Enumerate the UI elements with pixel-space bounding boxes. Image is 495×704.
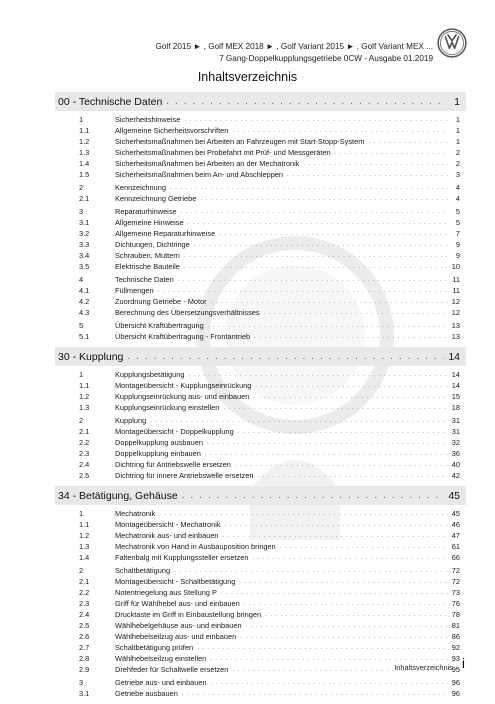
entry-page: 72: [451, 566, 460, 575]
entry-page: 78: [451, 610, 460, 619]
leader-dots: [127, 351, 444, 362]
header-models: Golf 2015 ► , Golf MEX 2018 ► , Golf Variant 2015 ► , Golf Variant MEX ...: [155, 42, 433, 51]
entry-page: 11: [452, 286, 460, 295]
toc-section[interactable]: [55, 486, 466, 505]
entry-title: Montageübersicht - Kupplungseinrückung: [115, 381, 252, 390]
entry-number: 4: [79, 275, 84, 284]
toc-entry[interactable]: [55, 677, 466, 688]
toc-entry[interactable]: [55, 158, 466, 169]
toc-entry[interactable]: [55, 470, 466, 481]
entry-title: Kupplung: [115, 416, 147, 425]
leader-dots: [232, 128, 448, 134]
toc-entry[interactable]: [55, 250, 466, 261]
toc-entry[interactable]: [55, 217, 466, 228]
entry-page: 13: [451, 332, 460, 341]
entry-number: 1.3: [79, 148, 90, 157]
entry-title: Allgemeine Reparaturhinweise: [115, 229, 216, 238]
entry-title: Mechatronik: [115, 509, 156, 518]
leader-dots: [225, 522, 448, 528]
toc-entry[interactable]: [55, 125, 466, 136]
leader-dots: [182, 691, 448, 697]
leader-dots: [219, 231, 448, 237]
entry-number: 3: [79, 678, 84, 687]
entry-page: 96: [451, 678, 460, 687]
entry-page: 3: [455, 170, 460, 179]
page-title: Inhaltsverzeichnis: [197, 70, 298, 84]
entry-title: Kupplungsbetätigung: [115, 370, 185, 379]
toc-entry[interactable]: [55, 530, 466, 541]
entry-page: 10: [451, 262, 460, 271]
entry-title: Sicherheitshinweise: [115, 115, 181, 124]
entry-number: 2.5: [79, 621, 90, 630]
entry-page: 11: [452, 275, 460, 284]
leader-dots: [335, 150, 448, 156]
entry-number: 1.3: [79, 403, 90, 412]
leader-dots: [211, 680, 448, 686]
leader-dots: [235, 462, 448, 468]
toc-entry[interactable]: [55, 182, 466, 193]
leader-dots: [194, 242, 448, 248]
entry-number: 2.2: [79, 438, 90, 447]
entry-page: 96: [451, 689, 460, 698]
entry-title: Kupplungseinrückung aus- und einbauen: [115, 392, 250, 401]
entry-page: 5: [455, 218, 460, 227]
section-title: 30 - Kupplung: [58, 350, 124, 363]
entry-title: Allgemeine Sicherheitsvorschriften: [115, 126, 229, 135]
entry-number: 2: [79, 183, 84, 192]
toc-entry[interactable]: [55, 609, 466, 620]
entry-title: Doppelkupplung einbauen: [115, 449, 201, 458]
entry-page: 76: [451, 599, 460, 608]
entry-page: 7: [455, 229, 460, 238]
leader-dots: [257, 473, 448, 479]
entry-title: Wählhebelgehäuse aus- und einbauen: [115, 621, 242, 630]
leader-dots: [197, 645, 448, 651]
toc-entry[interactable]: [55, 508, 466, 519]
entry-page: 46: [451, 520, 460, 529]
entry-number: 4.3: [79, 308, 90, 317]
leader-dots: [166, 96, 444, 107]
entry-title: Technische Daten: [115, 275, 174, 284]
toc-entry[interactable]: [55, 307, 466, 318]
leader-dots: [188, 220, 448, 226]
leader-dots: [244, 601, 448, 607]
toc-entry[interactable]: [55, 114, 466, 125]
section-page: 1: [454, 95, 460, 108]
entry-page: 12: [451, 308, 460, 317]
entry-page: 31: [451, 416, 460, 425]
entry-number: 4.1: [79, 286, 90, 295]
leader-dots: [239, 579, 448, 585]
entry-number: 1.2: [79, 392, 90, 401]
entry-page: 13: [451, 321, 460, 330]
entry-title: Elektrische Bauteile: [115, 262, 180, 271]
entry-page: 32: [451, 438, 460, 447]
entry-title: Sicherheitsmaßnahmen beim An- und Abschleppen: [115, 170, 284, 179]
entry-title: Zuordnung Getriebe - Motor: [115, 297, 207, 306]
leader-dots: [184, 117, 448, 123]
entry-page: 36: [451, 449, 460, 458]
entry-number: 1.4: [79, 553, 90, 562]
leader-dots: [207, 440, 448, 446]
entry-title: Kennzeichnung: [115, 183, 166, 192]
leader-dots: [287, 172, 448, 178]
entry-page: 4: [455, 194, 460, 203]
entry-number: 2.5: [79, 471, 90, 480]
entry-title: Montageübersicht - Doppelkupplung: [115, 427, 234, 436]
toc-entry[interactable]: [55, 228, 466, 239]
toc-entry[interactable]: [55, 576, 466, 587]
toc-entry[interactable]: [55, 552, 466, 563]
leader-dots: [246, 623, 448, 629]
entry-title: Wählhebelseilzug einstellen: [115, 654, 207, 663]
toc-entry[interactable]: [55, 169, 466, 180]
entry-title: Sicherheitsmaßnahmen bei Arbeiten an der Mechatronik: [115, 159, 300, 168]
entry-title: Schaltbetätigung prüfen: [115, 643, 194, 652]
entry-number: 1.5: [79, 170, 90, 179]
entry-number: 2.4: [79, 460, 90, 469]
entry-number: 1: [79, 509, 84, 518]
entry-number: 2: [79, 566, 84, 575]
entry-title: Dichtring für Antriebswelle ersetzen: [115, 460, 231, 469]
leader-dots: [264, 310, 448, 316]
entry-title: Sicherheitsmaßnahmen bei Probefahrt mit Prüf- und Messgeräten: [115, 148, 331, 157]
leader-dots: [255, 383, 448, 389]
entry-page: 45: [451, 509, 460, 518]
toc-entry[interactable]: [55, 285, 466, 296]
entry-title: Mechatronik aus- und einbauen: [115, 531, 219, 540]
entry-page: 12: [451, 297, 460, 306]
leader-dots: [205, 451, 448, 457]
entry-page: 9: [455, 240, 460, 249]
section-title: 34 - Betätigung, Gehäuse: [58, 489, 178, 502]
entry-title: Getriebe ausbauen: [115, 689, 178, 698]
entry-page: 66: [451, 553, 460, 562]
entry-page: 86: [451, 632, 460, 641]
entry-title: Allgemeine Hinweise: [115, 218, 184, 227]
toc-entry[interactable]: [55, 426, 466, 437]
toc-entry[interactable]: [55, 320, 466, 331]
leader-dots: [158, 288, 448, 294]
entry-number: 5.1: [79, 332, 90, 341]
entry-title: Notentriegelung aus Stellung P: [115, 588, 217, 597]
entry-title: Mechatronik von Hand in Ausbauposition bringen: [115, 542, 276, 551]
entry-number: 3.3: [79, 240, 90, 249]
entry-title: Montageübersicht - Mechatronik: [115, 520, 221, 529]
table-of-contents: [55, 92, 466, 704]
entry-number: 2.1: [79, 577, 90, 586]
toc-entry[interactable]: [55, 147, 466, 158]
entry-page: 5: [455, 207, 460, 216]
entry-title: Wählhebelseilzug aus- und einbauen: [115, 632, 237, 641]
entry-title: Schaltbetätigung: [115, 566, 171, 575]
leader-dots: [223, 533, 448, 539]
leader-dots: [170, 185, 448, 191]
leader-dots: [159, 511, 448, 517]
leader-dots: [184, 253, 448, 259]
entry-number: 1: [79, 370, 84, 379]
leader-dots: [208, 323, 448, 329]
entry-number: 2.4: [79, 610, 90, 619]
entry-page: 73: [451, 588, 460, 597]
leader-dots: [240, 634, 448, 640]
entry-title: Übersicht Kraftübertragung - Frontantrieb: [115, 332, 251, 341]
toc-entry[interactable]: [55, 369, 466, 380]
entry-title: Berechnung des Übersetzungsverhältnisses: [115, 308, 260, 317]
entry-number: 2.1: [79, 194, 90, 203]
toc-entry[interactable]: [55, 519, 466, 530]
leader-dots: [178, 277, 448, 283]
header-subtitle: 7 Gang-Doppelkupplungsgetriebe 0CW - Ausgabe 01.2019: [219, 54, 433, 63]
section-title: 00 - Technische Daten: [58, 95, 163, 108]
toc-entry[interactable]: [55, 136, 466, 147]
entry-number: 2: [79, 416, 84, 425]
entry-title: Montageübersicht - Schaltbetätigung: [115, 577, 236, 586]
entry-page: 1: [455, 126, 460, 135]
toc-entry[interactable]: [55, 688, 466, 699]
entry-number: 1.1: [79, 126, 90, 135]
toc-entry[interactable]: [55, 437, 466, 448]
toc-entry[interactable]: [55, 541, 466, 552]
leader-dots: [181, 209, 448, 215]
leader-dots: [174, 568, 448, 574]
toc-entry[interactable]: [55, 391, 466, 402]
leader-dots: [280, 544, 448, 550]
leader-dots: [210, 656, 448, 662]
entry-page: 15: [451, 392, 460, 401]
entry-title: Getriebe aus- und einbauen: [115, 678, 207, 687]
entry-number: 3.1: [79, 218, 90, 227]
entry-number: 1.4: [79, 159, 90, 168]
entry-number: 4.2: [79, 297, 90, 306]
entry-page: 1: [455, 115, 460, 124]
entry-title: Reparaturhinweise: [115, 207, 177, 216]
toc-entry[interactable]: [55, 380, 466, 391]
entry-page: 31: [451, 427, 460, 436]
entry-number: 1.1: [79, 520, 90, 529]
toc-entry[interactable]: [55, 193, 466, 204]
section-page: 45: [448, 489, 460, 502]
entry-number: 1.1: [79, 381, 90, 390]
entry-title: Sicherheitsmaßnahmen bei Arbeiten an Fahrzeugen mit Start-Stopp-System: [115, 137, 365, 146]
footer-page-number: i: [461, 655, 465, 671]
toc-entry[interactable]: [55, 620, 466, 631]
entry-title: Kennzeichnung Getriebe: [115, 194, 197, 203]
entry-title: Griff für Wählhebel aus- und einbauen: [115, 599, 240, 608]
leader-dots: [182, 490, 444, 501]
entry-number: 3.4: [79, 251, 90, 260]
entry-number: 1.2: [79, 137, 90, 146]
toc-entry[interactable]: [55, 598, 466, 609]
leader-dots: [188, 372, 448, 378]
leader-dots: [223, 405, 448, 411]
toc-entry[interactable]: [55, 448, 466, 459]
toc-entry[interactable]: [55, 296, 466, 307]
entry-number: 2.1: [79, 427, 90, 436]
toc-entry[interactable]: [55, 587, 466, 598]
entry-page: 81: [451, 621, 460, 630]
toc-entry[interactable]: [55, 402, 466, 413]
toc-entry[interactable]: [55, 206, 466, 217]
entry-number: 2.7: [79, 643, 90, 652]
entry-title: Füllmengen: [115, 286, 154, 295]
leader-dots: [253, 555, 448, 561]
leader-dots: [238, 429, 448, 435]
entry-title: Schrauben, Muttern: [115, 251, 180, 260]
entry-page: 2: [455, 159, 460, 168]
entry-number: 2.3: [79, 599, 90, 608]
entry-page: 95: [451, 665, 460, 674]
leader-dots: [303, 161, 448, 167]
entry-page: 40: [451, 460, 460, 469]
entry-page: 93: [451, 654, 460, 663]
leader-dots: [254, 334, 448, 340]
leader-dots: [368, 139, 448, 145]
entry-page: 92: [451, 643, 460, 652]
leader-dots: [221, 590, 448, 596]
entry-number: 3.1: [79, 689, 90, 698]
entry-page: 14: [451, 381, 460, 390]
leader-dots: [265, 612, 448, 618]
entry-page: 1: [455, 137, 460, 146]
leader-dots: [253, 394, 448, 400]
entry-page: 72: [451, 577, 460, 586]
toc-section[interactable]: [55, 92, 466, 111]
toc-entry[interactable]: [55, 239, 466, 250]
entry-title: Kupplungseinrückung einstellen: [115, 403, 220, 412]
entry-number: 2.6: [79, 632, 90, 641]
entry-page: 18: [451, 403, 460, 412]
footer-label: Inhaltsverzeichnis: [394, 663, 453, 672]
entry-number: 2.9: [79, 665, 90, 674]
entry-page: 14: [451, 370, 460, 379]
entry-number: 2.8: [79, 654, 90, 663]
entry-page: 4: [455, 183, 460, 192]
leader-dots: [150, 418, 448, 424]
toc-entry[interactable]: [55, 631, 466, 642]
entry-title: Übersicht Kraftübertragung: [115, 321, 204, 330]
entry-number: 1.2: [79, 531, 90, 540]
vw-logo-icon: [437, 28, 467, 58]
entry-number: 2.3: [79, 449, 90, 458]
entry-page: 9: [455, 251, 460, 260]
leader-dots: [211, 299, 448, 305]
entry-page: 42: [451, 471, 460, 480]
entry-title: Drehfeder für Schaltwelle ersetzen: [115, 665, 229, 674]
entry-title: Doppelkupplung ausbauen: [115, 438, 203, 447]
entry-title: Faltenbalg mit Kupplungssteller ersetzen: [115, 553, 249, 562]
entry-number: 3: [79, 207, 84, 216]
toc-entry[interactable]: [55, 331, 466, 342]
entry-title: Drucktaste im Griff in Einbaustellung bringen: [115, 610, 262, 619]
toc-entry[interactable]: [55, 274, 466, 285]
toc-entry[interactable]: [55, 642, 466, 653]
leader-dots: [200, 196, 448, 202]
entry-page: 2: [455, 148, 460, 157]
toc-section[interactable]: [55, 347, 466, 366]
entry-number: 3.5: [79, 262, 90, 271]
entry-page: 61: [451, 542, 460, 551]
toc-entry[interactable]: [55, 415, 466, 426]
entry-number: 2.2: [79, 588, 90, 597]
section-page: 14: [448, 350, 460, 363]
entry-number: 1: [79, 115, 84, 124]
entry-page: 47: [451, 531, 460, 540]
toc-entry[interactable]: [55, 565, 466, 576]
entry-number: 1.3: [79, 542, 90, 551]
toc-entry[interactable]: [55, 261, 466, 272]
entry-number: 3.2: [79, 229, 90, 238]
entry-number: 5: [79, 321, 84, 330]
leader-dots: [184, 264, 448, 270]
toc-entry[interactable]: [55, 459, 466, 470]
entry-title: Dichtungen, Dichtringe: [115, 240, 190, 249]
entry-title: Dichtring für innere Antriebswelle ersetzen: [115, 471, 254, 480]
